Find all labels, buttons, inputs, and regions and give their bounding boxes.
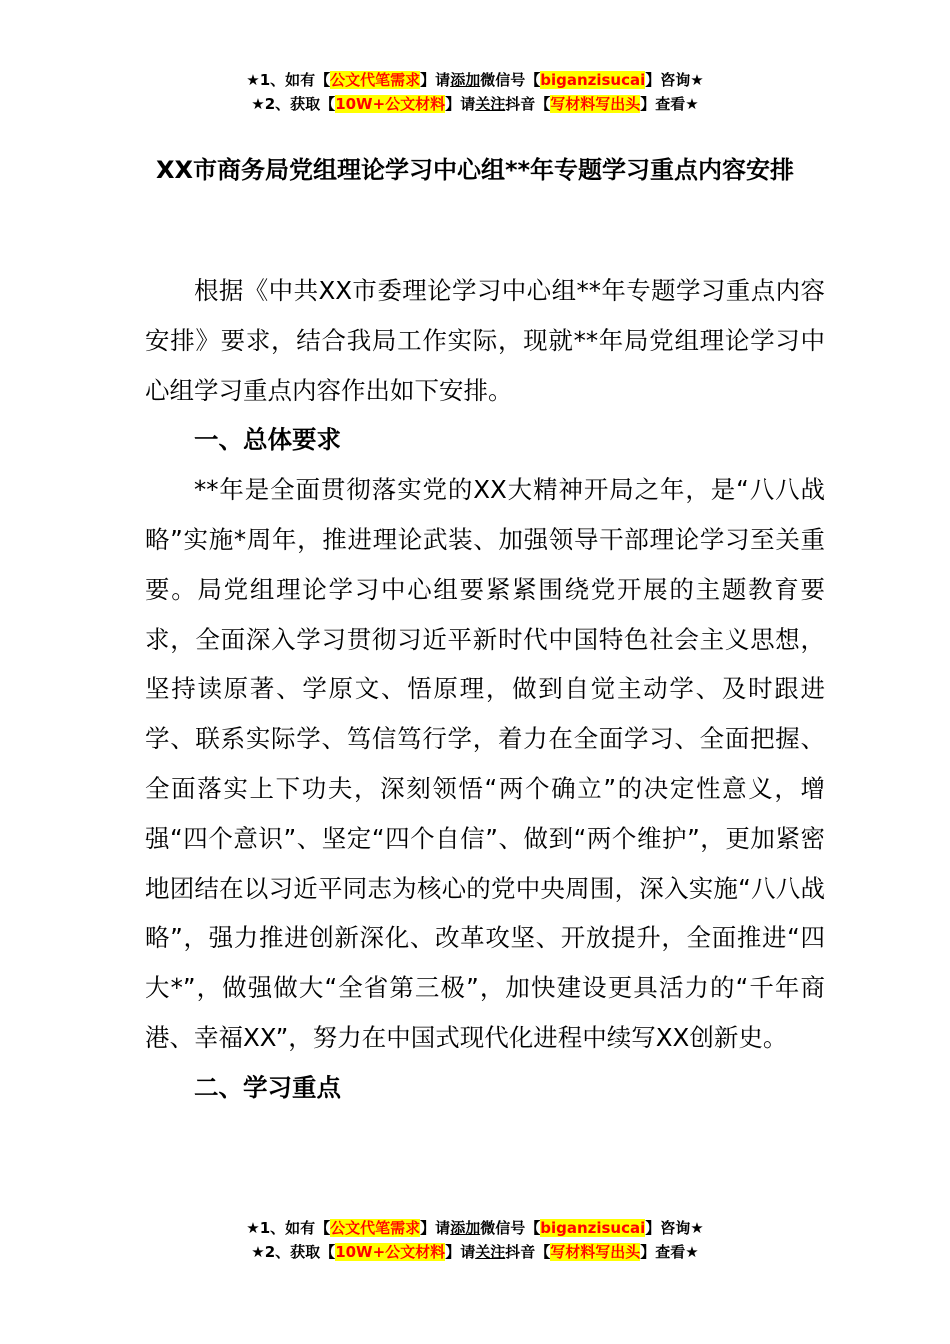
promo-text: ★2、获取【 xyxy=(251,95,336,113)
promo-highlight: 公文代笔需求 xyxy=(330,1219,421,1237)
promo-highlight: biganzisucai xyxy=(540,1219,646,1237)
promo-text: ★2、获取【 xyxy=(251,1243,336,1261)
promo-line-2 xyxy=(0,1240,950,1264)
promo-highlight: 写材料写出头 xyxy=(550,1243,641,1261)
promo-text: 】查看★ xyxy=(640,95,699,113)
promo-underline: 关注 xyxy=(475,1243,506,1261)
promo-line-1 xyxy=(0,68,950,92)
promo-text: 】查看★ xyxy=(640,1243,699,1261)
promo-text: 】请 xyxy=(445,1243,476,1261)
promo-underline: 添加 xyxy=(450,71,481,89)
intro-paragraph: 根据《中共XX市委理论学习中心组**年专题学习重点内容安排》要求，结合我局工作实际，现就**年局党组理论学习中心组学习重点内容作出如下安排。 xyxy=(145,276,825,405)
document-body xyxy=(145,266,825,1113)
promo-text: 抖音【 xyxy=(505,1243,551,1261)
promo-highlight: biganzisucai xyxy=(540,71,646,89)
promo-text: 】咨询★ xyxy=(645,1219,704,1237)
promo-highlight: 10W+公文材料 xyxy=(335,1243,446,1261)
promo-text: 微信号【 xyxy=(480,71,541,89)
document-title: XX市商务局党组理论学习中心组**年专题学习重点内容安排 xyxy=(155,156,795,184)
promo-highlight: 公文代笔需求 xyxy=(330,71,421,89)
promo-footer xyxy=(0,1216,950,1264)
promo-highlight: 10W+公文材料 xyxy=(335,95,446,113)
promo-text: ★1、如有【 xyxy=(246,71,331,89)
promo-line-2 xyxy=(0,92,950,116)
promo-highlight: 写材料写出头 xyxy=(550,95,641,113)
promo-text: 抖音【 xyxy=(505,95,551,113)
section-heading: 一、总体要求 xyxy=(194,425,341,455)
promo-text: 】请 xyxy=(420,1219,451,1237)
promo-text: 微信号【 xyxy=(480,1219,541,1237)
promo-underline: 关注 xyxy=(475,95,506,113)
section-paragraph: **年是全面贯彻落实党的XX大精神开局之年，是“八八战略”实施*周年，推进理论武装、加强领导干部理论学习至关重要。局党组理论学习中心组要紧紧围绕党开展的主题教育要求，全面深入学习贯彻习近平新时代中国特色社会主义思想，坚持读原著、学原文、悟原理，做到自觉主动学、及时跟进学、联系实际学、笃信笃行学，着力在全面学习、全面把握、全面落实上下功夫，深刻领悟“两个确立”的决定性意义，增强“四个意识”、坚定“四个自信”、做到“两个维护”，更加紧密地团结在以习近平同志为核心的党中央周围，深入实施“八八战略”，强力推进创新深化、改革攻坚、开放提升，全面推进“四大*”，做强做大“全省第三极”，加快建设更具活力的“千年商港、幸福XX”，努力在中国式现代化进程中续写XX创新史。 xyxy=(145,475,825,1052)
promo-underline: 添加 xyxy=(450,1219,481,1237)
section-heading: 二、学习重点 xyxy=(194,1072,341,1102)
promo-text: 】请 xyxy=(420,71,451,89)
promo-line-1 xyxy=(0,1216,950,1240)
promo-text: 】咨询★ xyxy=(645,71,704,89)
promo-text: ★1、如有【 xyxy=(246,1219,331,1237)
promo-text: 】请 xyxy=(445,95,476,113)
promo-header xyxy=(0,68,950,116)
